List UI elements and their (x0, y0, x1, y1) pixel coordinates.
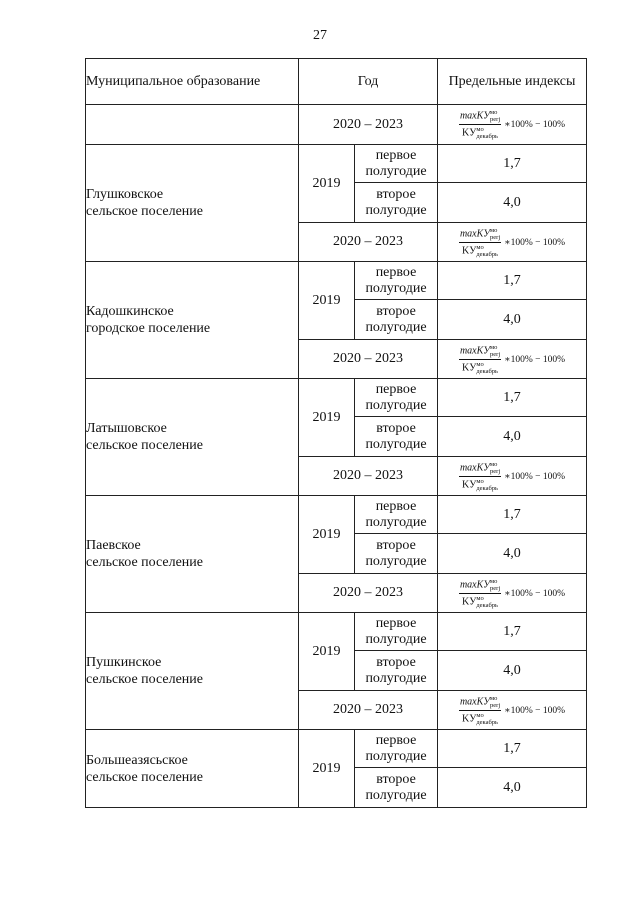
formula-cell (438, 457, 587, 496)
half-year-first (355, 145, 438, 183)
years-cell: 2020 – 2023 (299, 457, 438, 496)
formula-denominator-sub: декабрь (476, 484, 499, 492)
half-year-label: второе полугодие (365, 654, 427, 686)
formula-cell (438, 691, 587, 730)
formula-denominator-indices (476, 478, 498, 492)
formula-cell (438, 574, 587, 613)
half-year-label: второе полугодие (365, 186, 427, 218)
table-row (86, 613, 587, 651)
municipality-name-line2: сельское поселение (86, 438, 203, 453)
formula-numerator-text: maxKУ (459, 578, 491, 590)
formula-tail: ∗100% − 100% (504, 354, 566, 365)
formula-numerator-sup: мо (490, 460, 498, 468)
years-cell: 2020 – 2023 (299, 574, 438, 613)
table-row (86, 145, 587, 183)
year-cell: 2019 (299, 730, 355, 808)
formula-numerator-sub: perj (490, 701, 501, 709)
empty-cell (86, 105, 299, 145)
formula-numerator (459, 344, 501, 360)
formula-numerator-indices (490, 109, 500, 123)
indices-table (85, 58, 587, 808)
formula-fraction (459, 227, 501, 258)
formula-denominator-indices (476, 126, 498, 140)
index-formula (438, 695, 586, 726)
municipality-name (86, 613, 299, 730)
index-formula (438, 109, 586, 140)
formula-numerator-indices (490, 461, 500, 475)
formula-fraction (459, 109, 501, 140)
half-year-second (355, 534, 438, 574)
year-cell: 2019 (299, 145, 355, 223)
index-value: 1,7 (438, 145, 587, 183)
index-value: 4,0 (438, 534, 587, 574)
header-municipality: Муниципальное образование (86, 59, 299, 105)
half-year-first (355, 730, 438, 768)
half-year-label: второе полугодие (365, 420, 427, 452)
formula-numerator-sup: мо (490, 577, 498, 585)
formula-numerator-sup: мо (490, 694, 498, 702)
formula-tail: ∗100% − 100% (504, 705, 566, 716)
index-value: 4,0 (438, 183, 587, 223)
formula-numerator-text: maxKУ (459, 695, 491, 707)
half-year-label: второе полугодие (365, 303, 427, 335)
year-cell: 2019 (299, 379, 355, 457)
half-year-label: первое полугодие (365, 615, 427, 647)
year-cell: 2019 (299, 262, 355, 340)
half-year-label: второе полугодие (365, 771, 427, 803)
formula-numerator-indices (490, 578, 500, 592)
municipality-name (86, 379, 299, 496)
formula-denominator-text: KУ (462, 361, 477, 373)
formula-denominator-text: KУ (462, 127, 477, 139)
formula-denominator (462, 711, 498, 726)
formula-tail: ∗100% − 100% (504, 120, 566, 130)
municipality-name (86, 145, 299, 262)
index-value: 4,0 (438, 651, 587, 691)
formula-denominator-text: KУ (462, 595, 477, 607)
formula-denominator-sup: мо (476, 360, 484, 368)
formula-denominator (462, 125, 498, 140)
half-year-second (355, 417, 438, 457)
formula-denominator-sub: декабрь (476, 718, 499, 726)
page-number: 27 (313, 28, 327, 43)
table-row (86, 730, 587, 768)
index-formula (438, 344, 586, 375)
formula-numerator-text: maxKУ (459, 461, 491, 473)
half-year-label: первое полугодие (365, 264, 427, 296)
municipality-name-line1: Паевское (86, 538, 141, 553)
formula-cell (438, 340, 587, 379)
index-value: 4,0 (438, 417, 587, 457)
formula-denominator-sup: мо (476, 711, 484, 719)
formula-numerator-sup: мо (490, 343, 498, 351)
formula-denominator-sup: мо (476, 594, 484, 602)
table-row (86, 105, 587, 145)
index-formula (438, 578, 586, 609)
formula-denominator-sup: мо (476, 243, 484, 251)
formula-numerator (459, 227, 501, 243)
formula-denominator-indices (476, 361, 498, 375)
header-index: Предельные индексы (438, 59, 587, 105)
half-year-first (355, 496, 438, 534)
municipality-name-line1: Большеазясьское (86, 752, 188, 768)
half-year-second (355, 300, 438, 340)
formula-denominator-text: KУ (462, 712, 477, 724)
formula-denominator-indices (476, 244, 498, 258)
formula-numerator-sup: мо (490, 109, 498, 116)
table-row (86, 379, 587, 417)
formula-fraction (459, 461, 501, 492)
formula-denominator-sup: мо (476, 477, 484, 485)
half-year-label: второе полугодие (365, 537, 427, 569)
municipality-name-line2: сельское поселение (86, 672, 203, 687)
formula-tail: ∗100% − 100% (504, 237, 566, 248)
table-row (86, 262, 587, 300)
formula-denominator-text: KУ (462, 244, 477, 256)
index-value: 1,7 (438, 496, 587, 534)
header-year: Год (299, 59, 438, 105)
formula-numerator (459, 461, 501, 477)
formula-tail: ∗100% − 100% (504, 588, 566, 599)
half-year-first (355, 379, 438, 417)
formula-fraction (459, 578, 501, 609)
formula-numerator (459, 695, 501, 711)
table-body (86, 105, 587, 808)
formula-tail: ∗100% − 100% (504, 471, 566, 482)
index-value: 1,7 (438, 379, 587, 417)
municipality-name-line1: Латышовское (86, 421, 167, 436)
half-year-second (355, 768, 438, 808)
half-year-label: первое полугодие (365, 147, 427, 179)
half-year-label: первое полугодие (365, 498, 427, 530)
municipality-name-line2: сельское поселение (86, 555, 203, 570)
half-year-second (355, 183, 438, 223)
formula-numerator (459, 109, 501, 125)
index-value: 4,0 (438, 300, 587, 340)
half-year-label: первое полугодие (365, 732, 427, 764)
formula-denominator-sub: декабрь (476, 250, 499, 258)
index-value: 1,7 (438, 613, 587, 651)
years-cell: 2020 – 2023 (299, 340, 438, 379)
table-row (86, 496, 587, 534)
formula-denominator-indices (476, 712, 498, 726)
formula-numerator-sub: perj (490, 233, 501, 241)
index-value: 1,7 (438, 262, 587, 300)
formula-denominator-text: KУ (462, 478, 477, 490)
municipality-name (86, 262, 299, 379)
formula-numerator-text: maxKУ (459, 227, 491, 239)
formula-numerator-sub: perj (490, 584, 501, 592)
formula-numerator-indices (490, 344, 500, 358)
formula-denominator (462, 243, 498, 258)
formula-cell (438, 105, 587, 145)
years-cell: 2020 – 2023 (299, 105, 438, 145)
years-cell: 2020 – 2023 (299, 223, 438, 262)
formula-numerator-indices (490, 695, 500, 709)
formula-denominator-indices (476, 595, 498, 609)
formula-denominator (462, 594, 498, 609)
formula-numerator-sub: perj (490, 116, 501, 123)
formula-numerator-indices (490, 227, 500, 241)
index-value: 4,0 (438, 768, 587, 808)
index-formula (438, 227, 586, 258)
formula-numerator-sup: мо (490, 226, 498, 234)
formula-fraction (459, 344, 501, 375)
index-value: 1,7 (438, 730, 587, 768)
formula-denominator (462, 360, 498, 375)
formula-numerator (459, 578, 501, 594)
half-year-first (355, 613, 438, 651)
formula-numerator-text: maxKУ (459, 110, 491, 122)
formula-numerator-sub: perj (490, 467, 501, 475)
formula-numerator-text: maxKУ (459, 344, 491, 356)
formula-denominator-sub: декабрь (476, 133, 499, 140)
half-year-label: первое полугодие (365, 381, 427, 413)
formula-denominator-sub: декабрь (476, 367, 499, 375)
index-formula (438, 461, 586, 492)
half-year-second (355, 651, 438, 691)
formula-denominator-sup: мо (476, 126, 484, 133)
year-cell: 2019 (299, 496, 355, 574)
years-cell: 2020 – 2023 (299, 691, 438, 730)
municipality-name-line2: городское поселение (86, 321, 211, 336)
municipality-name-line1: Пушкинское (86, 655, 162, 670)
municipality-name (86, 730, 299, 808)
municipality-name-line1: Глушковское (86, 187, 164, 202)
municipality-name-line1: Кадошкинское (86, 304, 174, 319)
half-year-first (355, 262, 438, 300)
municipality-name-line2: сельское поселение (86, 204, 203, 219)
year-cell: 2019 (299, 613, 355, 691)
municipality-name (86, 496, 299, 613)
formula-denominator-sub: декабрь (476, 601, 499, 609)
formula-fraction (459, 695, 501, 726)
municipality-name-line2: сельское поселение (86, 769, 203, 785)
formula-cell (438, 223, 587, 262)
formula-denominator (462, 477, 498, 492)
formula-numerator-sub: perj (490, 350, 501, 358)
